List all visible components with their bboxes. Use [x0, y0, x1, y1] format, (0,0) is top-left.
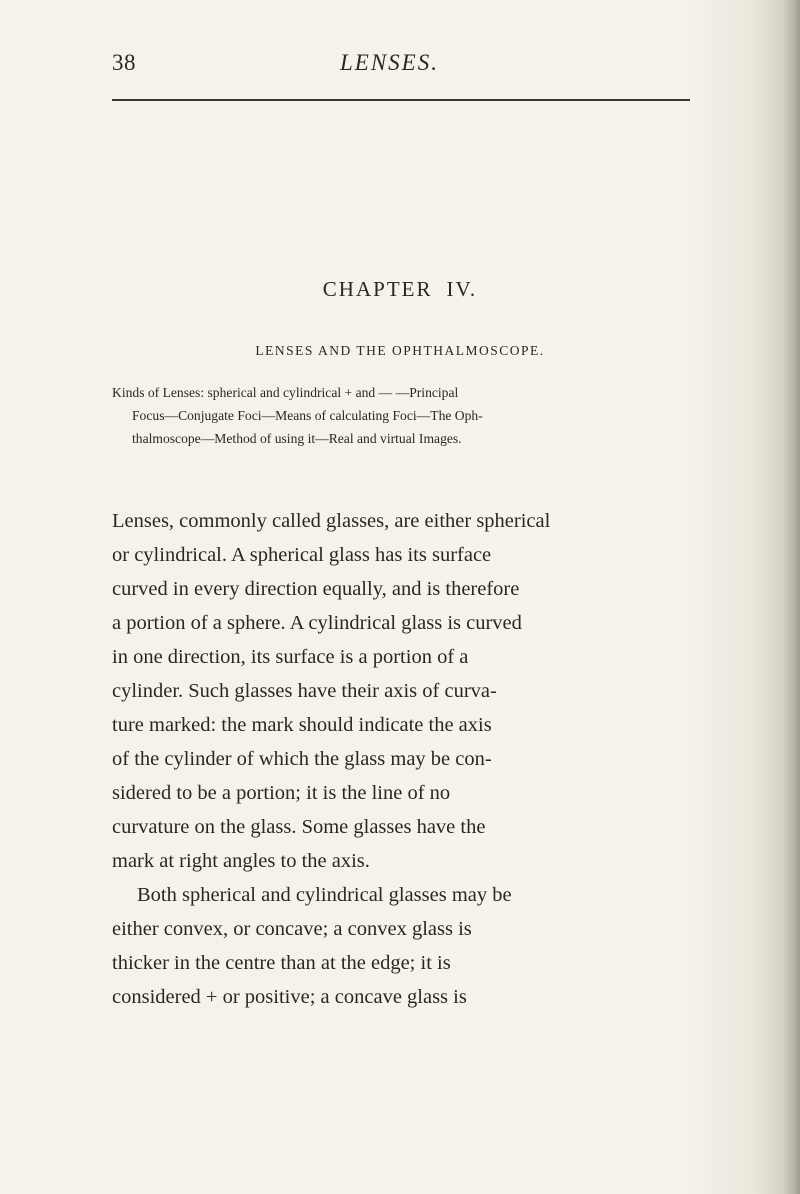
- chapter-number: IV.: [446, 277, 478, 301]
- summary-line: Kinds of Lenses: spherical and cylindrical + and — —Principal: [112, 385, 459, 400]
- body-line: Lenses, commonly called glasses, are either spherical: [112, 510, 551, 532]
- body-line: mark at right angles to the axis.: [112, 850, 370, 872]
- body-line: cylinder. Such glasses have their axis of curva-: [112, 680, 497, 702]
- chapter-label: CHAPTER: [322, 277, 433, 301]
- body-line: thicker in the centre than at the edge; it is: [112, 952, 451, 974]
- chapter-subtitle: LENSES AND THE OPHTHALMOSCOPE.: [255, 343, 545, 358]
- body-line: curved in every direction equally, and is therefore: [112, 578, 520, 600]
- body-line: a portion of a sphere. A cylindrical glass is curved: [112, 612, 522, 634]
- body-line: of the cylinder of which the glass may be con-: [112, 748, 492, 770]
- body-text: [112, 504, 692, 1014]
- body-line: sidered to be a portion; it is the line of no: [112, 782, 451, 804]
- summary-line: thalmoscope—Method of using it—Real and virtual Images.: [132, 431, 462, 446]
- body-line: in one direction, its surface is a portion of a: [112, 646, 469, 668]
- running-head: LENSES.: [340, 50, 439, 75]
- body-line: or cylindrical. A spherical glass has its surface: [112, 544, 492, 566]
- summary-line: Focus—Conjugate Foci—Means of calculating Foci—The Oph-: [132, 408, 483, 423]
- body-line: considered + or positive; a concave glass is: [112, 986, 467, 1008]
- chapter-heading: [0, 277, 800, 302]
- body-line: Both spherical and cylindrical glasses may be: [137, 884, 512, 906]
- chapter-summary: [112, 381, 692, 450]
- body-line: either convex, or concave; a convex glass is: [112, 918, 472, 940]
- body-line: ture marked: the mark should indicate the axis: [112, 714, 492, 736]
- page-number: 38: [112, 50, 136, 75]
- page-edge-shadow: [782, 0, 800, 1194]
- header-rule: [112, 99, 690, 101]
- body-line: curvature on the glass. Some glasses have the: [112, 816, 486, 838]
